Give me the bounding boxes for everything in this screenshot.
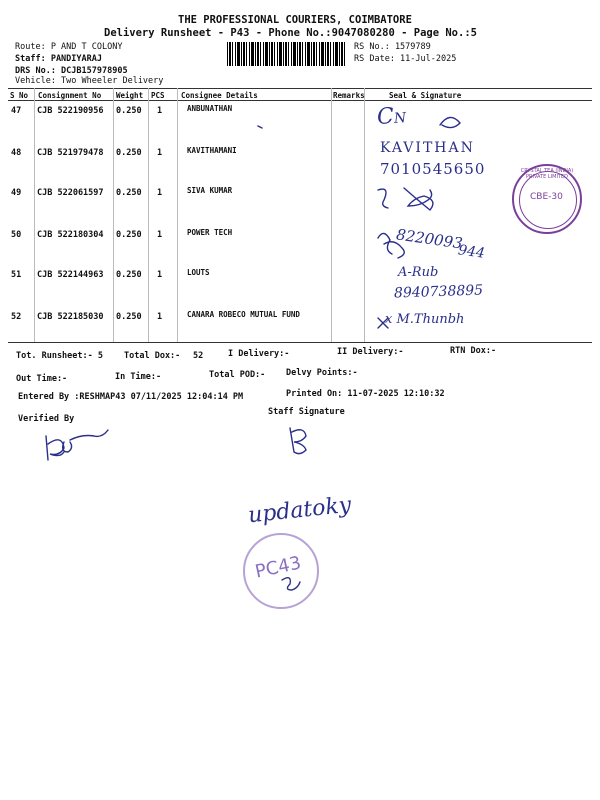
runsheet-subtitle: Delivery Runsheet - P43 - Phone No.:9047080280 - Page No.:5 [104,27,477,39]
column-header: Consignment No [38,91,102,100]
signature-cn: CN [376,103,407,130]
column-header: Remarks [333,91,365,100]
handwritten-number: 8220093 [395,225,464,253]
handwritten-signature: x M.Thunbh [385,312,465,327]
col-divider [331,88,332,342]
handwritten-number: 944 [457,242,486,262]
verified-signature [46,430,108,460]
col-divider [364,88,365,342]
col-divider [113,88,114,342]
row-sno: 47 [11,106,22,116]
row-weight: 0.250 [116,312,142,322]
tot-runsheet: Tot. Runsheet:- 5 [16,351,103,361]
row-consignment: CJB 522061597 [37,188,104,198]
row-weight: 0.250 [116,230,142,240]
column-header: PCS [151,91,165,100]
handwritten-name: KAVITHAN [380,140,475,156]
delvy-points: Delvy Points:- [286,368,358,378]
row-pcs: 1 [157,230,163,240]
ii-delivery: II Delivery:- [337,347,404,357]
staff: Staff: PANDIYARAJ [15,54,102,64]
row-consignment: CJB 522190956 [37,106,104,116]
row-consignee: SIVA KUMAR [187,186,233,195]
row-consignee: CANARA ROBECO MUTUAL FUND [187,310,300,319]
row-consignment: CJB 522144963 [37,270,104,280]
staff-signature-label: Staff Signature [268,407,345,417]
rtn-dox: RTN Dox:- [450,346,497,356]
in-time: In Time:- [115,372,162,382]
table-header-border [8,100,592,101]
company-title: THE PROFESSIONAL COURIERS, COIMBATORE [178,14,412,26]
col-divider [177,88,178,342]
table-bottom-border [8,342,592,343]
table-top-border [8,88,592,89]
row-weight: 0.250 [116,270,142,280]
row-consignee: ANBUNATHAN [187,104,233,113]
company-stamp [512,164,582,234]
i-delivery: I Delivery:- [228,349,290,359]
row-weight: 0.250 [116,148,142,158]
column-header: Weight [116,91,144,100]
handwritten-name: A-Rub [398,265,439,280]
row-weight: 0.250 [116,188,142,198]
rs-number: RS No.: 1579789 [354,42,431,52]
vehicle: Vehicle: Two Wheeler Delivery [15,76,164,86]
barcode [227,42,347,66]
stamp-code: CBE-30 [530,192,563,202]
printed-on: Printed On: 11-07-2025 12:10:32 [286,389,445,399]
row-sno: 52 [11,312,22,322]
entered-by: Entered By :RESHMAP43 07/11/2025 12:04:14 PM [18,392,244,402]
row-pcs: 1 [157,312,163,322]
col-divider [34,88,35,342]
handwritten-phone: 8940738895 [393,282,484,302]
stamp-company-text: CRYSTAL TEA (INDIA) PRIVATE LIMITED [520,168,574,180]
pc43-stamp [243,533,319,609]
row-sno: 49 [11,188,22,198]
row-consignee: KAVITHAMANI [187,146,237,155]
column-header: Consignee Details [181,91,258,100]
stamp-label: PC43 [253,552,304,583]
row-consignee: POWER TECH [187,228,233,237]
signature-row47-scribble [258,117,460,128]
column-header: Seal & Signature [389,91,462,100]
row-consignee: LOUTS [187,268,210,277]
row-weight: 0.250 [116,106,142,116]
row-consignment: CJB 521979478 [37,148,104,158]
row-pcs: 1 [157,106,163,116]
row-pcs: 1 [157,188,163,198]
row-sno: 51 [11,270,22,280]
total-dox-value: 52 [193,351,204,361]
rs-date: RS Date: 11-Jul-2025 [354,54,457,64]
out-time: Out Time:- [16,374,68,384]
signature-row49 [378,188,433,210]
handwritten-note: updatoky [246,492,353,529]
row-pcs: 1 [157,148,163,158]
total-pod: Total POD:- [209,370,266,380]
handwritten-phone: 7010545650 [380,160,486,178]
staff-signature [290,428,306,454]
total-dox-label: Total Dox:- [124,351,181,361]
row-consignment: CJB 522185030 [37,312,104,322]
row-pcs: 1 [157,270,163,280]
col-divider [148,88,149,342]
row-consignment: CJB 522180304 [37,230,104,240]
verified-by-label: Verified By [18,414,75,424]
drs-number: DRS No.: DCJB157978905 [15,66,128,76]
row-sno: 50 [11,230,22,240]
row-sno: 48 [11,148,22,158]
route: Route: P AND T COLONY [15,42,123,52]
column-header: S No [10,91,29,100]
